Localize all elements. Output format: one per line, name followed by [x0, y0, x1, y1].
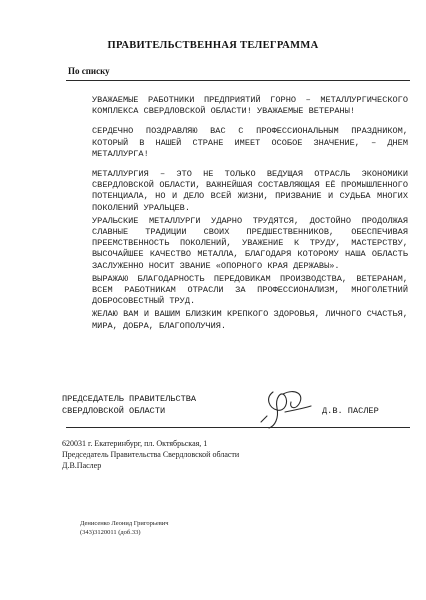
footer-address: 620031 г. Екатеринбург, пл. Октябрьская, 1	[62, 439, 208, 448]
signature-icon	[255, 384, 315, 432]
divider-line	[66, 427, 410, 428]
paragraph-3: УРАЛЬСКИЕ МЕТАЛЛУРГИ УДАРНО ТРУДЯТСЯ, ДОСТОЙНО ПРОДОЛЖАЯ СЛАВНЫЕ ТРАДИЦИИ СВОИХ ПРЕДШЕСТВЕННИКОВ, ОБЕСПЕЧИВАЯ ПРЕЕМСТВЕННОСТЬ ПОКОЛЕНИЙ, УВАЖЕНИЕ К ТРУДУ, МАСТЕРСТВУ, ВЫСОЧАЙШЕЕ КАЧЕСТВО МЕТАЛЛА, БЛАГОДАРЯ КОТОРОМУ НАША ОБЛАСТЬ ЗАСЛУЖЕННО НОСИТ ЗВАНИЕ «ОПОРНОГО КРАЯ ДЕРЖАВЫ».	[92, 215, 408, 271]
paragraph-5: ЖЕЛАЮ ВАМ И ВАШИМ БЛИЗКИМ КРЕПКОГО ЗДОРОВЬЯ, ЛИЧНОГО СЧАСТЬЯ, МИРА, ДОБРА, БЛАГОПОЛУЧИЯ.	[92, 309, 408, 331]
paragraph-2: МЕТАЛЛУРГИЯ – ЭТО НЕ ТОЛЬКО ВЕДУЩАЯ ОТРАСЛЬ ЭКОНОМИКИ СВЕРДЛОВСКОЙ ОБЛАСТИ, ВАЖНЕЙШАЯ СОСТАВЛЯЮЩАЯ ЕЁ ПРОМЫШЛЕННОГО ПОТЕНЦИАЛА, НО И ДЕЛО ВСЕЙ ЖИЗНИ, ПРИЗВАНИЕ И СУДЬБА МНОГИХ ПОКОЛЕНИЙ УРАЛЬЦЕВ.	[92, 169, 408, 213]
signer-title	[62, 394, 232, 417]
document-title: ПРАВИТЕЛЬСТВЕННАЯ ТЕЛЕГРАММА	[107, 40, 319, 51]
telegram-body	[92, 95, 408, 334]
footer-sender-name: Д.В.Паслер	[62, 461, 102, 470]
paragraph-1: СЕРДЕЧНО ПОЗДРАВЛЯЮ ВАС С ПРОФЕССИОНАЛЬНЫМ ПРАЗДНИКОМ, КОТОРЫЙ В НАШЕЙ СТРАНЕ ИМЕЕТ ОСОБОЕ ЗНАЧЕНИЕ, – ДНЕМ МЕТАЛЛУРГА!	[92, 126, 408, 159]
paragraph-4: ВЫРАЖАЮ БЛАГОДАРНОСТЬ ПЕРЕДОВИКАМ ПРОИЗВОДСТВА, ВЕТЕРАНАМ, ВСЕМ РАБОТНИКАМ ОТРАСЛИ ЗА ПРОФЕССИОНАЛИЗМ, МНОГОЛЕТНИЙ ДОБРОСОВЕСТНЫЙ ТРУД.	[92, 273, 408, 307]
greeting: УВАЖАЕМЫЕ РАБОТНИКИ ПРЕДПРИЯТИЙ ГОРНО – МЕТАЛЛУРГИЧЕСКОГО КОМПЛЕКСА СВЕРДЛОВСКОЙ ОБЛАСТИ! УВАЖАЕМЫЕ ВЕТЕРАНЫ!	[92, 95, 408, 117]
signer-title-line-1: ПРЕДСЕДАТЕЛЬ ПРАВИТЕЛЬСТВА	[62, 394, 197, 404]
signer-title-line-2: СВЕРДЛОВСКОЙ ОБЛАСТИ	[62, 405, 166, 416]
signer-name: Д.В. ПАСЛЕР	[322, 406, 379, 416]
contact-name: Денисенко Леонид Григорьевич	[80, 520, 169, 527]
addressee: По списку	[68, 66, 110, 76]
footer-block	[62, 438, 239, 471]
contact-block	[80, 519, 169, 537]
footer-sender-title: Председатель Правительства Свердловской области	[62, 450, 240, 459]
contact-phone: (343)3120011 (доб.33)	[80, 529, 141, 536]
divider-line	[66, 80, 410, 81]
